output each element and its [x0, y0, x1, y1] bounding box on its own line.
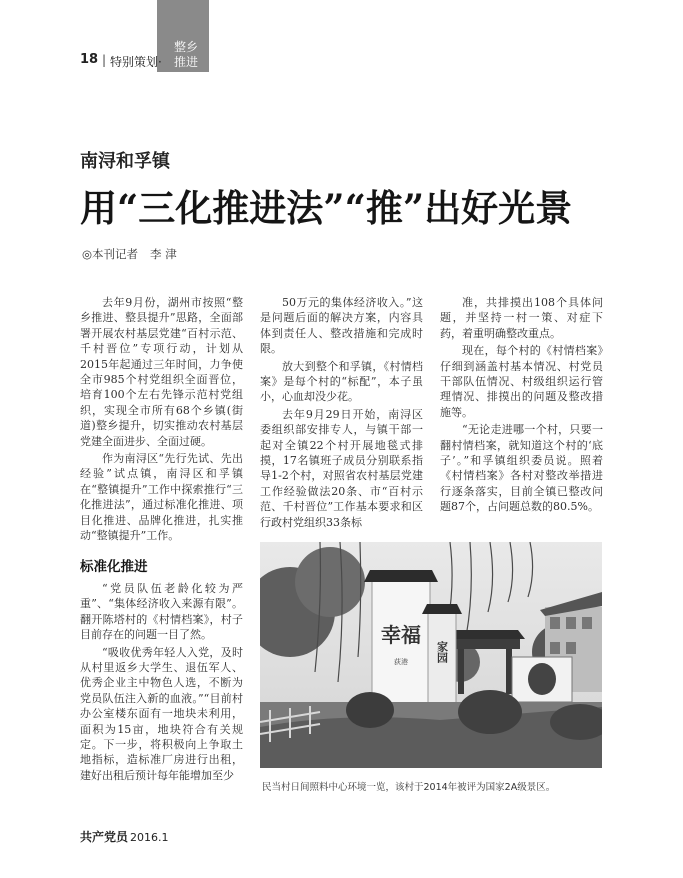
paragraph: 现在，每个村的《村情档案》仔细到涵盖村基本情况、村党员干部队伍情况、村级组织运行管理情况、排摸出的问题及整改措施等。 — [440, 344, 603, 419]
header-separator: | — [102, 53, 107, 67]
section-tab — [157, 0, 209, 72]
byline — [82, 246, 177, 262]
magazine-logo: 共产党员 — [80, 830, 129, 844]
photo-illustration — [260, 542, 602, 768]
village-photo — [260, 542, 602, 768]
column-1 — [80, 295, 243, 785]
byline-name: 李 津 — [150, 247, 177, 261]
photo-caption: 民当村日间照料中心环境一览，该村于2014年被评为国家2A级景区。 — [262, 782, 556, 793]
paragraph: “党员队伍老龄化较为严重”、“集体经济收入来源有限”。翻开陈塔村的《村情档案》，村子目前存在的问题一目了然。 — [80, 581, 243, 642]
article-title: 用“三化推进法”“推”出好光景 — [80, 186, 573, 230]
column-3 — [440, 295, 603, 517]
section-tab-line1: 整乡 — [174, 40, 199, 54]
sign-text-2: 家园 — [435, 641, 449, 663]
paragraph: 准，共排摸出108个具体问题，并坚持一村一策、对症下药，着重明确整改重点。 — [440, 296, 603, 340]
sign-text-1: 幸福 — [381, 623, 421, 647]
page-footer — [80, 828, 169, 845]
paragraph: 去年9月29日开始，南浔区委组织部安排专人，与镇干部一起对全镇22个村开展地毯式排摸，17名镇班子成员分别联系指导1-2个村，对照省农村基层党建工作经验做法20条、市“百村示范、千村晋位”工作基本要求和区行政村党组织33条标 — [260, 407, 423, 529]
paragraph: 50万元的集体经济收入。”这是问题后面的解决方案，内容具体到责任人、整改措施和完成时限。 — [260, 296, 423, 356]
byline-label: ◎本刊记者 — [82, 247, 139, 261]
paragraph: “无论走进哪一个村，只要一翻村情档案，就知道这个村的‘底子’。”和孚镇组织委员说。照着《村情档案》各村对整改举措进行逐条落实，目前全镇已整改问题87个，占问题总数的80.5%。 — [440, 423, 603, 514]
subheading: 标准化推进 — [80, 558, 148, 575]
issue-number: 2016.1 — [130, 831, 169, 844]
page-number: 18 — [80, 52, 99, 67]
column-2 — [260, 295, 423, 532]
section-tab-line2: 推进 — [174, 55, 199, 69]
sign-small-text: 荻港 — [394, 658, 408, 666]
article-kicker: 南浔和孚镇 — [80, 151, 170, 172]
section-name: 特别策划· — [110, 55, 162, 69]
paragraph: “吸收优秀年轻人入党，及时从村里返乡大学生、退伍军人、优秀企业主中物色人选，不断为党员队伍注入新的血液。”“目前村办公室楼东面有一地块未利用，面积为15亩，地块符合有关规定。下一步，将积极向上争取土地指标，造标准厂房进行出租，建好出租后预计每年能增加至少 — [80, 645, 243, 782]
paragraph: 去年9月份，湖州市按照“整乡推进、整县提升”思路，全面部署开展农村基层党建“百村示范、千村晋位”专项行动，计划从2015年起通过三年时间，力争使全市985个村党组织全面晋位，培育100个左右先锋示范村党组织，实现全市所有68个乡镇(街道)整乡提升，切实推动农村基层党建全面进步、全面过硬。 — [80, 296, 243, 448]
paragraph: 作为南浔区“先行先试、先出经验”试点镇，南浔区和孚镇在“整镇提升”工作中探索推行“三化推进法”，通过标准化推进、项目化推进、品牌化推进，扎实推动“整镇提升”工作。 — [80, 452, 243, 543]
paragraph: 放大到整个和孚镇，《村情档案》是每个村的“标配”，本子虽小，心血却没少花。 — [260, 359, 423, 404]
